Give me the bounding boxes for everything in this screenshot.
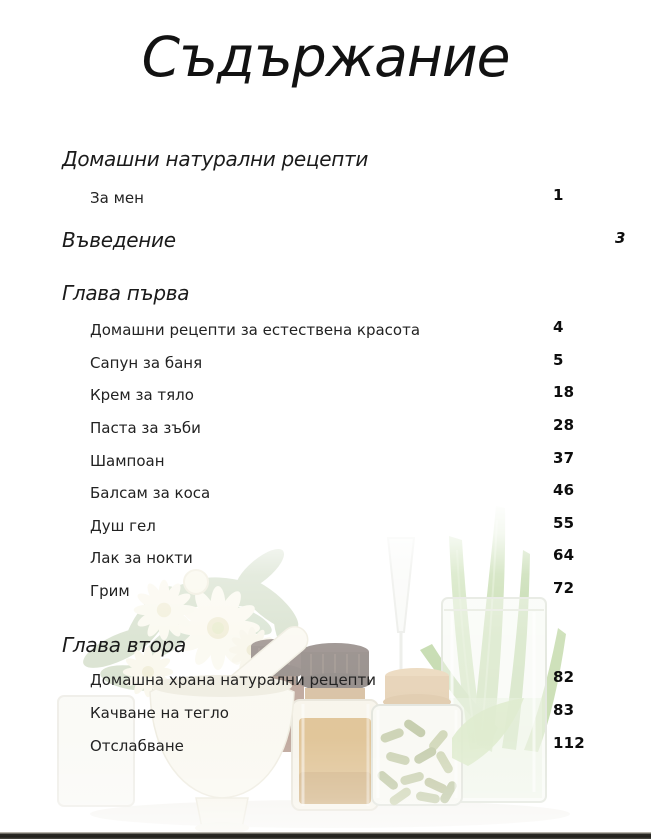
toc-item-page-number: 46 xyxy=(553,481,575,499)
page-title: Съдържание xyxy=(141,25,510,89)
toc-item xyxy=(0,186,651,211)
toc-item xyxy=(0,416,651,441)
toc-item xyxy=(0,734,651,759)
toc-item xyxy=(0,514,651,539)
toc-item-label: Лак за нокти xyxy=(90,549,193,567)
toc-item-label: Сапун за баня xyxy=(90,354,203,372)
toc-item-page-number: 5 xyxy=(553,351,564,369)
toc-section-heading xyxy=(62,281,189,305)
toc-item-label: Шампоан xyxy=(90,452,165,470)
toc-item xyxy=(0,701,651,726)
window-bottom-border xyxy=(0,832,651,839)
toc-section-heading-label: Домашни натурални рецепти xyxy=(62,147,369,171)
toc-item-page-number: 28 xyxy=(553,416,575,434)
toc-item-page-number: 18 xyxy=(553,383,575,401)
toc-item-label: Качване на тегло xyxy=(90,704,229,722)
toc-item xyxy=(0,318,651,343)
toc-section-heading-label: Глава първа xyxy=(62,281,190,305)
toc-item xyxy=(0,351,651,376)
toc-section-heading-label: Глава втора xyxy=(62,633,186,657)
toc-item-label: Домашна храна натурални рецепти xyxy=(90,671,376,689)
toc-item xyxy=(0,579,651,604)
toc-item-label: За мен xyxy=(90,189,144,207)
toc-item-label: Балсам за коса xyxy=(90,484,211,502)
toc-item-label: Душ гел xyxy=(90,517,156,535)
toc-section-heading xyxy=(62,228,626,252)
toc-item-page-number: 1 xyxy=(553,186,564,204)
toc-item-label: Грим xyxy=(90,582,130,600)
toc-item-page-number: 55 xyxy=(553,514,575,532)
toc-item xyxy=(0,449,651,474)
toc-item-label: Домашни рецепти за естествена красота xyxy=(90,321,421,339)
toc-section-heading xyxy=(62,147,368,171)
toc-item-label: Крем за тяло xyxy=(90,386,194,404)
toc-item-label: Отслабване xyxy=(90,737,184,755)
toc-item-page-number: 37 xyxy=(553,449,575,467)
toc-section-heading xyxy=(62,633,186,657)
toc-item-label: Паста за зъби xyxy=(90,419,201,437)
toc-item-page-number: 82 xyxy=(553,668,575,686)
toc-section-page-number: 3 xyxy=(615,229,626,247)
toc-item-page-number: 64 xyxy=(553,546,575,564)
toc-section-heading-label: Въведение xyxy=(62,228,176,252)
toc-item-page-number: 112 xyxy=(553,734,585,752)
toc-item xyxy=(0,668,651,693)
toc-item xyxy=(0,383,651,408)
toc-item-page-number: 72 xyxy=(553,579,575,597)
toc-item-page-number: 4 xyxy=(553,318,564,336)
toc-item-page-number: 83 xyxy=(553,701,575,719)
toc-item xyxy=(0,481,651,506)
toc-item xyxy=(0,546,651,571)
